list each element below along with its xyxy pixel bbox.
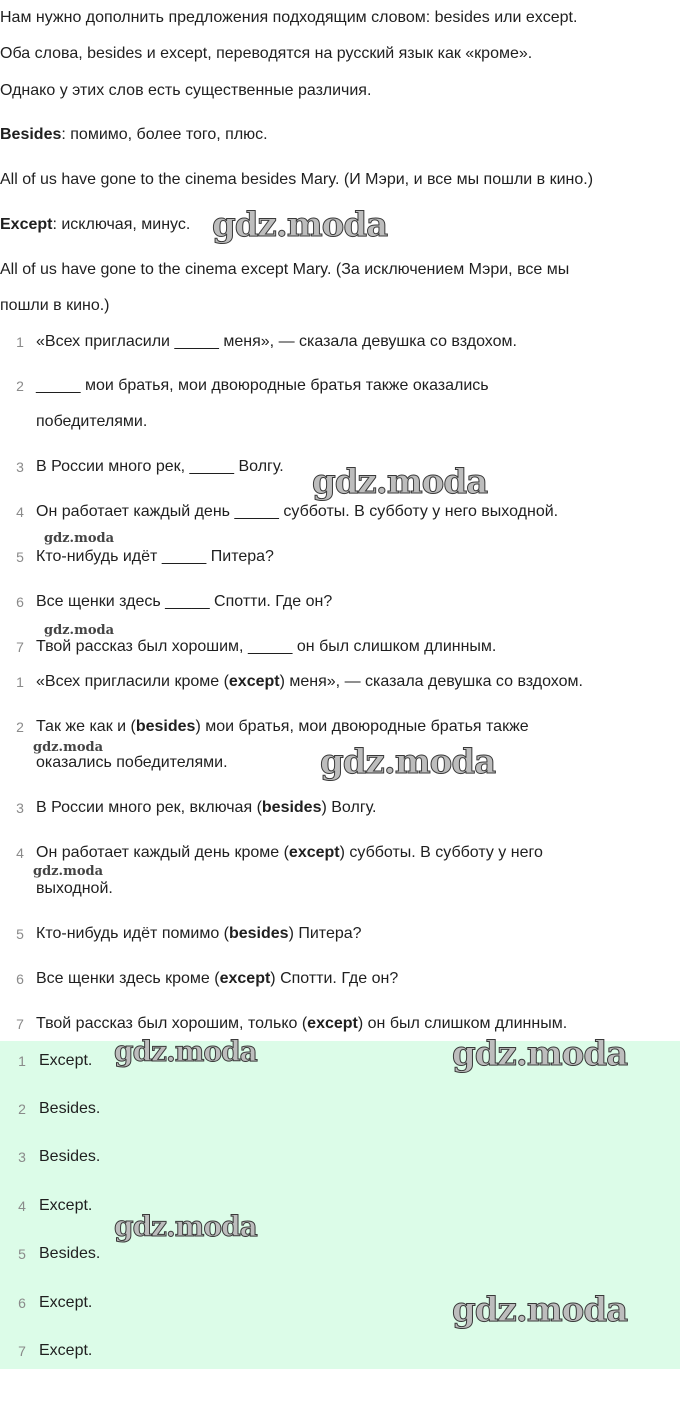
item-text: Он работает каждый день кроме (except) субботы. В субботу у него: [36, 844, 543, 861]
item-text-line-2: оказались победителями.: [36, 754, 228, 771]
besides-def-text: : помимо, более того, плюс.: [61, 126, 268, 143]
item-number: 4: [16, 845, 24, 861]
item-number: 7: [16, 1016, 24, 1032]
watermark-logo: gdz.moda: [114, 1210, 257, 1243]
except-def-text: : исключая, минус.: [52, 216, 191, 233]
answer-text: Except.: [39, 1197, 93, 1214]
item-number: 6: [16, 594, 24, 610]
answer-text: Besides.: [39, 1245, 101, 1262]
item-text: Кто-нибудь идёт помимо (besides) Питера?: [36, 925, 362, 942]
watermark-logo: gdz.moda: [320, 742, 496, 782]
item-number: 4: [16, 504, 24, 520]
item-text: В России много рек, _____ Волгу.: [36, 458, 284, 475]
answer-text: Except.: [39, 1052, 93, 1069]
item-number: 1: [16, 334, 24, 350]
item-text: Он работает каждый день _____ субботы. В субботу у него выходной.: [36, 503, 559, 520]
item-number: 2: [18, 1101, 26, 1117]
item-number: 2: [16, 378, 24, 394]
item-number: 1: [16, 674, 24, 690]
watermark-logo: gdz.moda: [452, 1290, 628, 1330]
item-number: 6: [16, 971, 24, 987]
answer-word: besides: [261, 799, 322, 816]
item-text-line-2: выходной.: [36, 880, 113, 897]
item-text: В России много рек, включая (besides) Волгу.: [36, 799, 377, 816]
item-number: 7: [18, 1343, 26, 1359]
answer-word: besides: [135, 718, 196, 735]
besides-example: All of us have gone to the cinema besides Mary. (И Мэри, и все мы пошли в кино.): [0, 171, 594, 188]
answer-word: except: [219, 970, 271, 987]
item-number: 3: [16, 459, 24, 475]
item-text: Кто-нибудь идёт _____ Питера?: [36, 548, 274, 565]
answer-word: except: [307, 1015, 358, 1032]
besides-term: Besides: [0, 126, 62, 143]
item-text: Все щенки здесь _____ Спотти. Где он?: [36, 593, 333, 610]
item-text: «Всех пригласили _____ меня», — сказала девушка со вздохом.: [36, 333, 517, 350]
task-text: Нам нужно дополнить предложения подходящим словом: besides или except.: [0, 9, 578, 26]
watermark-logo: gdz.moda: [33, 740, 104, 755]
item-text: Твой рассказ был хорошим, _____ он был слишком длинным.: [36, 638, 497, 655]
item-number: 5: [16, 549, 24, 565]
answer-word: besides: [228, 925, 289, 942]
watermark-logo: gdz.moda: [44, 623, 115, 638]
watermark-logo: gdz.moda: [212, 205, 388, 245]
except-definition: [0, 214, 190, 236]
except-term: Except: [0, 216, 53, 233]
watermark-logo: gdz.moda: [33, 864, 104, 879]
watermark-logo: gdz.moda: [44, 531, 115, 546]
item-number: 1: [18, 1053, 26, 1069]
item-number: 2: [16, 719, 24, 735]
item-text-line-2: победителями.: [36, 413, 148, 430]
except-example-line-2: пошли в кино.): [0, 297, 110, 314]
item-text: Твой рассказ был хорошим, только (except) он был слишком длинным.: [36, 1015, 568, 1032]
item-number: 5: [16, 926, 24, 942]
both-words-text: Оба слова, besides и except, переводятся на русский язык как «кроме».: [0, 45, 533, 62]
item-text: «Всех пригласили кроме (except) меня», — сказала девушка со вздохом.: [36, 673, 583, 690]
item-number: 5: [18, 1246, 26, 1262]
answer-word: except: [288, 844, 340, 861]
watermark-logo: gdz.moda: [452, 1034, 628, 1074]
item-text: _____ мои братья, мои двоюродные братья также оказались: [36, 377, 489, 394]
watermark-logo: gdz.moda: [312, 462, 488, 502]
watermark-logo: gdz.moda: [114, 1035, 257, 1068]
except-example-line-1: All of us have gone to the cinema except Mary. (За исключением Мэри, все мы: [0, 261, 570, 278]
item-number: 3: [18, 1149, 26, 1165]
item-text: Все щенки здесь кроме (except) Спотти. Где он?: [36, 970, 399, 987]
answer-text: Besides.: [39, 1100, 101, 1117]
answer-text: Besides.: [39, 1148, 101, 1165]
differences-text: Однако у этих слов есть существенные различия.: [0, 82, 372, 99]
answer-text: Except.: [39, 1294, 93, 1311]
answer-word: except: [228, 673, 280, 690]
item-number: 6: [18, 1295, 26, 1311]
answer-text: Except.: [39, 1342, 93, 1359]
item-number: 3: [16, 800, 24, 816]
item-text: Так же как и (besides) мои братья, мои двоюродные братья также: [36, 718, 529, 735]
besides-definition: [0, 124, 268, 146]
item-number: 4: [18, 1198, 26, 1214]
item-number: 7: [16, 639, 24, 655]
